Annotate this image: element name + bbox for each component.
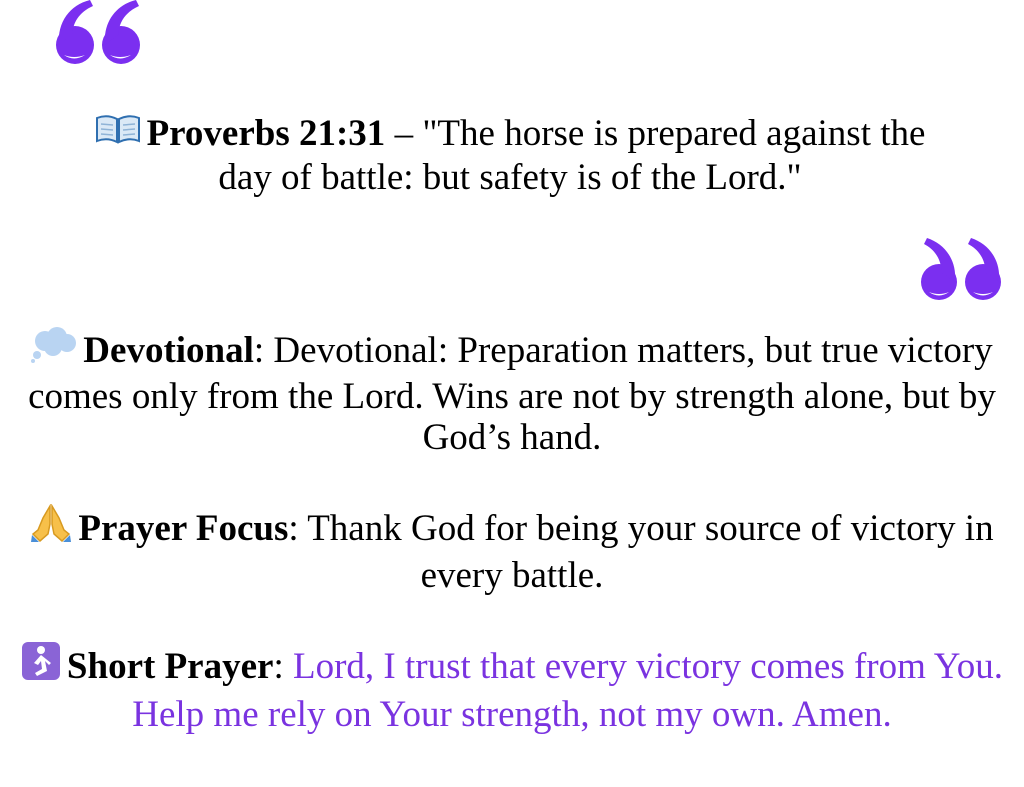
short-prayer-text: Lord, I trust that every victory comes from You. Help me rely on Your strength, not my own. Amen. [132,645,1004,735]
devotional-label: Devotional [83,330,254,371]
verse-text: – "The horse is prepared against the day of battle: but safety is of the Lord." [218,113,926,199]
prayer-focus-label: Prayer Focus [78,508,289,549]
devotional-text: : Devotional: Preparation matters, but true victory comes only from the Lord. Wins are not by strength alone, but by God’s hand. [28,330,996,459]
prayer-focus-paragraph [20,508,1004,596]
prayer-focus-text: : Thank God for being your source of victory in every battle. [288,508,994,597]
kneeling-person-icon [21,641,61,690]
praying-hands-icon [30,504,72,551]
close-quote-icon [918,236,1008,304]
short-prayer-separator: : [273,645,293,687]
verse-paragraph [70,113,950,198]
open-book-icon [95,112,141,153]
devotional-paragraph [0,330,1024,458]
verse-reference: Proverbs 21:31 [146,113,386,154]
short-prayer-label: Short Prayer [66,645,274,687]
thought-bubble-icon [31,327,77,372]
open-quote-icon [52,0,148,68]
short-prayer-paragraph [20,645,1004,735]
